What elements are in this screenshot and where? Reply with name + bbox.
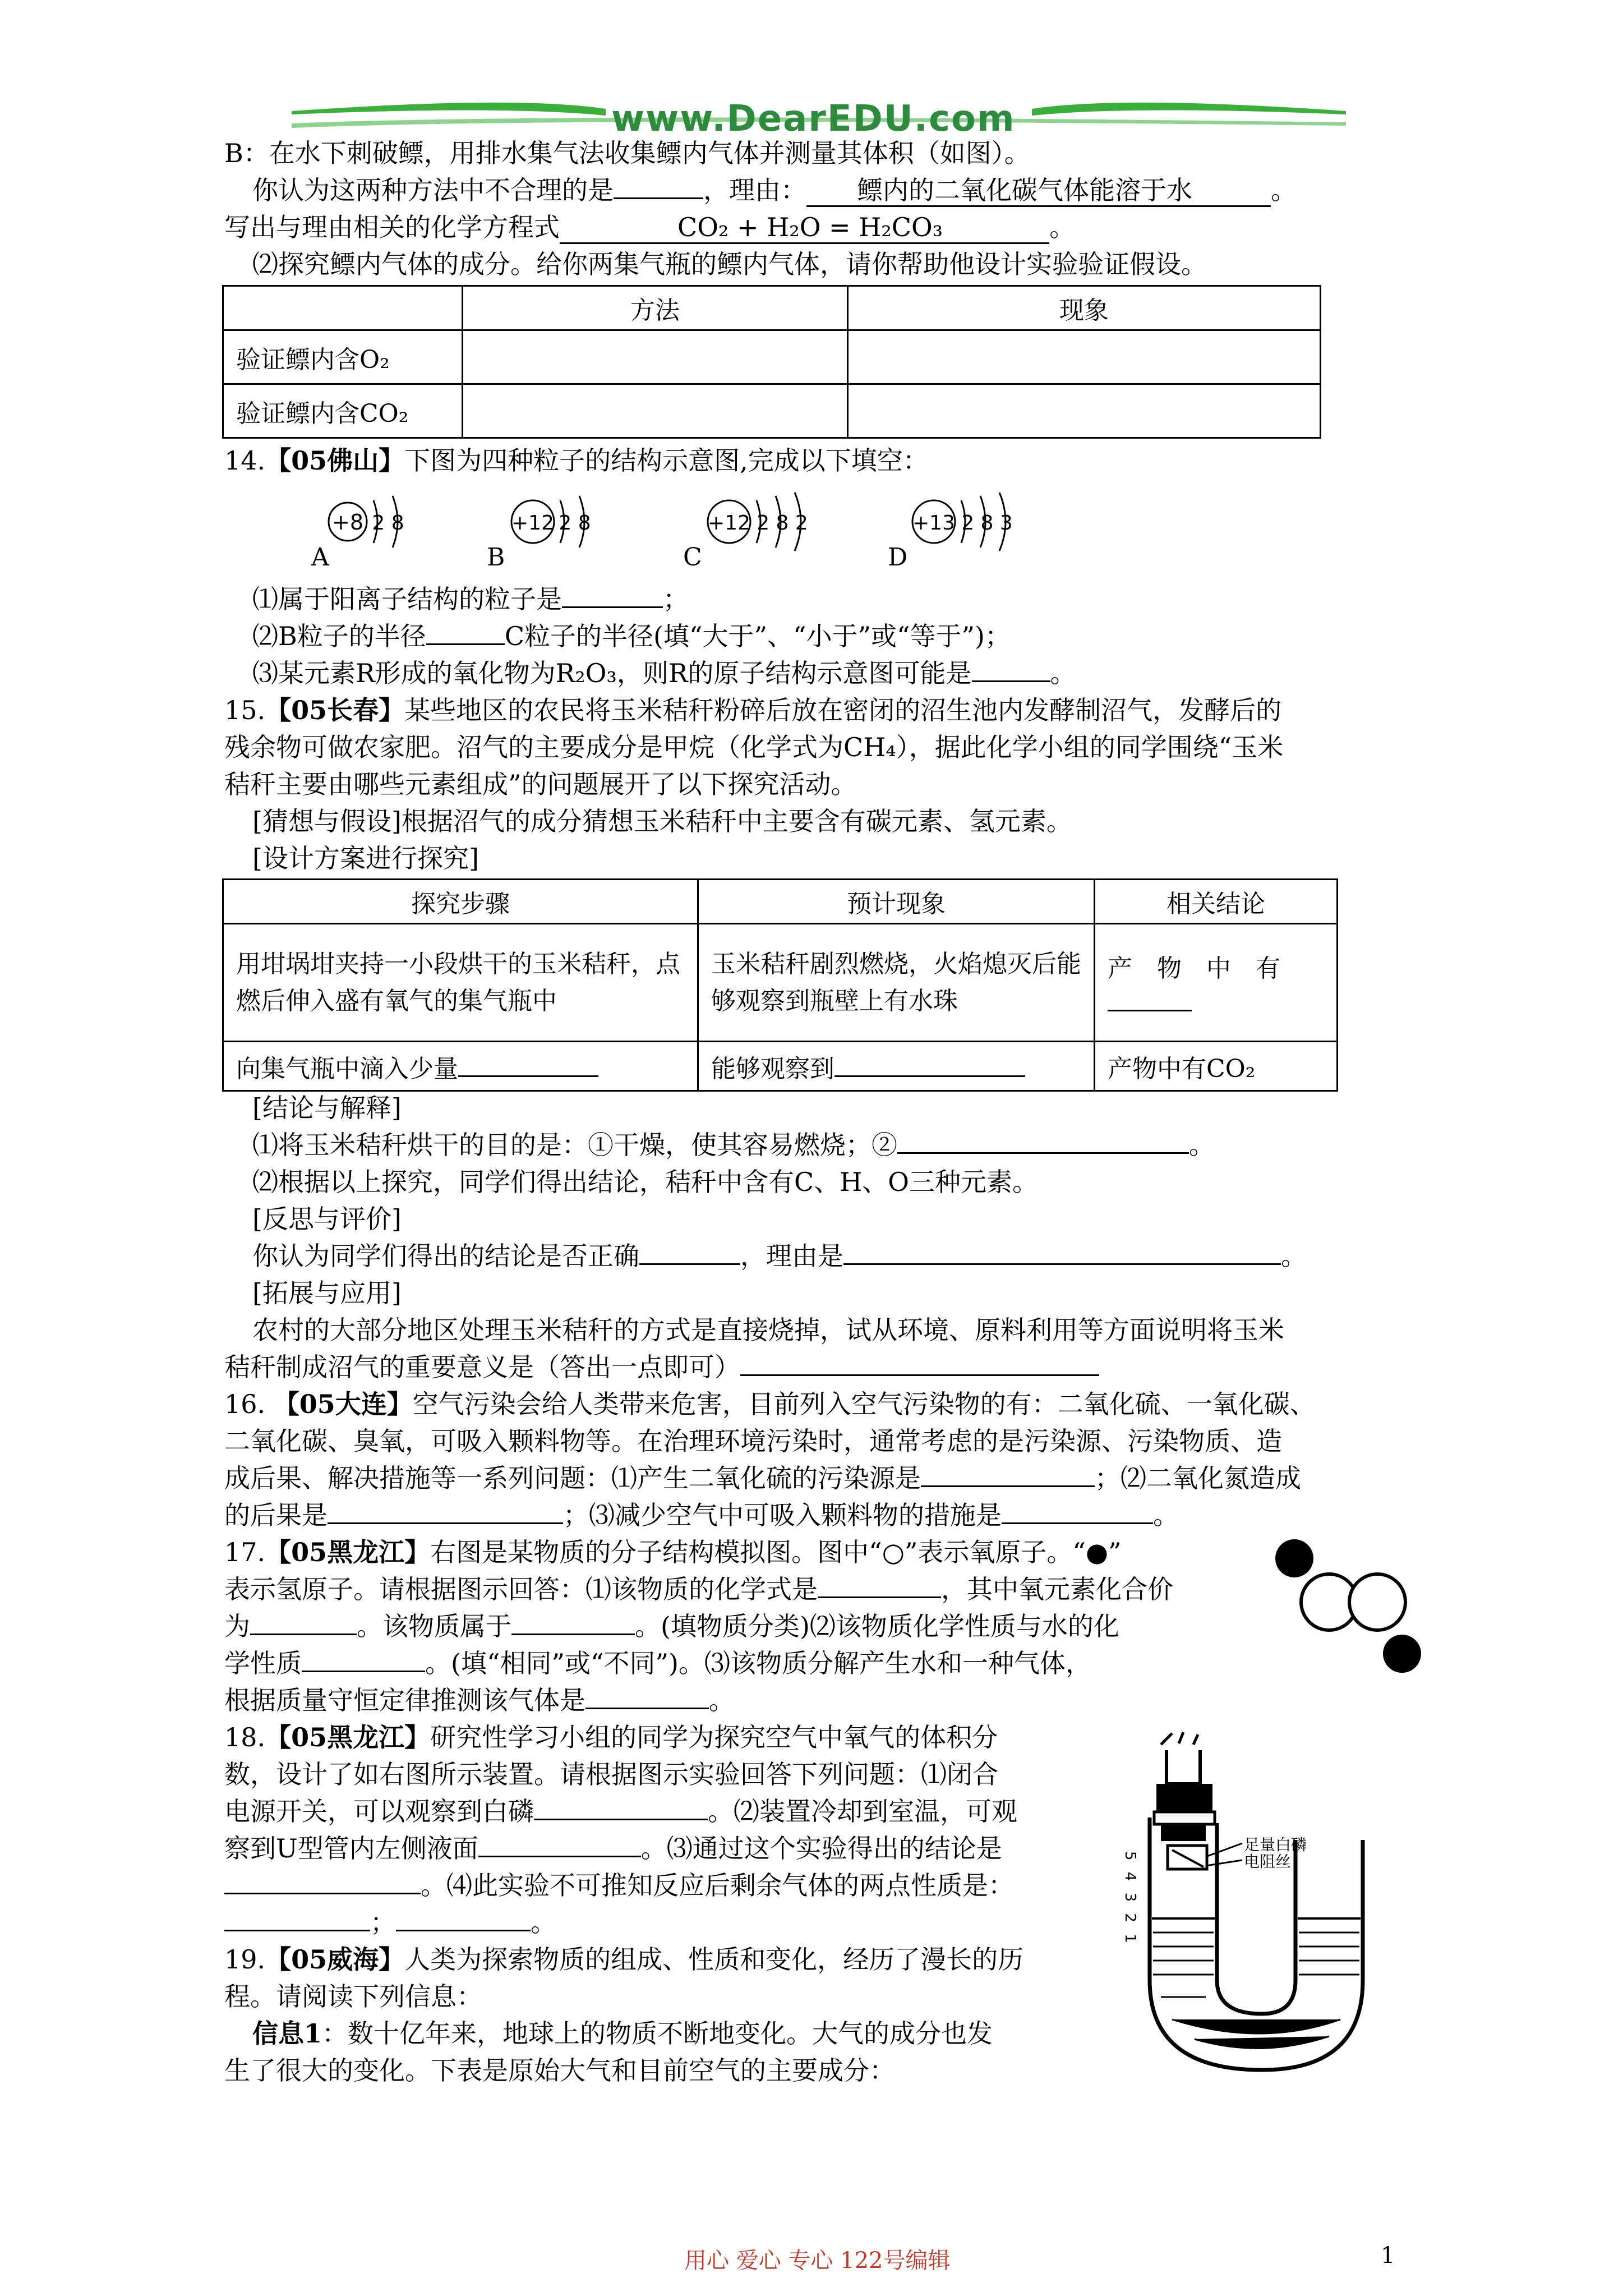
atom-label-b: B	[487, 543, 505, 572]
q15-line-2: 残余物可做农家肥。沼气的主要成分是甲烷（化学式为CH₄），据此化学小组的同学围绕“玉米	[224, 732, 1284, 762]
verify-table	[222, 285, 1321, 439]
explore-table-header-steps: 探究步骤	[223, 880, 698, 924]
explore-table-header-phenomenon: 预计现象	[698, 880, 1095, 924]
q15-line-3: 秸秆主要由哪些元素组成”的问题展开了以下探究活动。	[224, 769, 857, 799]
q16-line-2: 二氧化碳、臭氧，可吸入颗料物等。在治理环境污染时，通常考虑的是污染源、污染物质、造	[224, 1426, 1282, 1456]
intro-line-4: ⑵探究鳔内气体的成分。给你两集气瓶的鳔内气体，请你帮助他设计实验验证假设。	[252, 249, 1207, 279]
q17-line-2: 表示氢原子。请根据图示回答：⑴该物质的化学式是 ，其中氧元素化合价	[224, 1571, 1173, 1608]
q18-line-4: 察到U型管内左侧液面 。⑶通过这个实验得出的结论是	[224, 1830, 1002, 1867]
intro-line-2: 你认为这两种方法中不合理的是 ，理由： 鳔内的二氧化碳气体能溶于水 。	[252, 172, 1297, 209]
atom-label-c: C	[683, 543, 702, 572]
atom-diagram-d	[903, 488, 1032, 555]
explore-table-conclusion-2: 产物中有CO₂	[1095, 1042, 1338, 1091]
q19-line-4: 生了很大的变化。下表是原始大气和目前空气的主要成分：	[224, 2055, 895, 2086]
atom-c-nucleus: +12	[708, 512, 750, 535]
q14-part-1: ⑴属于阳离子结构的粒子是 ；	[252, 581, 689, 618]
explore-table-conclusion-1: 产 物 中 有	[1095, 924, 1338, 1042]
q14-part-2: ⑵B粒子的半径 C粒子的半径(填“大于”、“小于”或“等于”)；	[252, 618, 1011, 655]
u-tube-label-wire: 电阻丝	[1244, 1852, 1292, 1871]
atom-a-nucleus: +8	[331, 510, 364, 535]
atom-diagram-a	[320, 488, 432, 555]
verify-table-header-phenomenon: 现象	[848, 286, 1321, 330]
explore-table-step-1: 用坩埚坩夹持一小段烘干的玉米秸秆，点燃后伸入盛有氧气的集气瓶中	[223, 924, 698, 1042]
q15-line-1: 15.【05长春】某些地区的农民将玉米秸秆粉碎后放在密闭的沼生池内发酵制沼气，发酵后的	[224, 695, 1282, 725]
q15-extension-1: 农村的大部分地区处理玉米秸秆的方式是直接烧掉，试从环境、原料利用等方面说明将玉米	[252, 1315, 1284, 1345]
q15-hypothesis: [猜想与假设]根据沼气的成分猜想玉米秸秆中主要含有碳元素、氢元素。	[252, 806, 1072, 836]
q15-extension-2: 秸秆制成沼气的重要意义是（答出一点即可）	[224, 1349, 1099, 1386]
explore-table	[222, 878, 1338, 1092]
q15-conclusion-heading: [结论与解释]	[252, 1093, 402, 1123]
answer-reason: 鳔内的二氧化碳气体能溶于水	[806, 175, 1271, 207]
q15-extension-heading: [拓展与应用]	[252, 1278, 402, 1308]
u-tube-scale-marks: 5 4 3 2 1	[1122, 1851, 1138, 1947]
q19-line-2: 程。请阅读下列信息：	[224, 1981, 482, 2012]
q16-line-4: 的后果是 ；⑶减少空气中可吸入颗料物的措施是 。	[224, 1497, 1179, 1534]
atom-diagram-b	[502, 488, 614, 555]
atom-a-shells: 2 8	[372, 512, 404, 535]
explore-table-header-conclusion: 相关结论	[1095, 880, 1338, 924]
q17-line-4: 学性质 。(填“相同”或“不同”)。⑶该物质分解产生水和一种气体，	[224, 1645, 1091, 1682]
explore-table-phenomenon-2: 能够观察到	[698, 1042, 1095, 1091]
atom-d-shells: 2 8 3	[961, 512, 1013, 535]
q18-line-2: 数，设计了如右图所示装置。请根据图示实验回答下列问题：⑴闭合	[224, 1759, 998, 1789]
verify-table-cell	[463, 384, 848, 438]
q15-reflection-heading: [反思与评价]	[252, 1204, 402, 1234]
molecule-figure	[1267, 1537, 1436, 1677]
q18-line-5: 。⑷此实验不可推知反应后剩余气体的两点性质是：	[224, 1867, 1014, 1904]
verify-table-row-co2: 验证鳔内含CO₂	[223, 384, 463, 438]
q15-design-heading: [设计方案进行探究]	[252, 843, 479, 873]
verify-table-cell	[848, 384, 1321, 438]
answer-equation: CO₂ + H₂O = H₂CO₃	[560, 212, 1049, 244]
u-tube-label-phosphorus: 足量白磷	[1244, 1835, 1307, 1854]
q14-stem: 14.【05佛山】下图为四种粒子的结构示意图,完成以下填空：	[224, 445, 929, 476]
atom-label-a: A	[311, 543, 329, 572]
q19-line-1: 19.【05威海】人类为探索物质的组成、性质和变化，经历了漫长的历	[224, 1944, 1024, 1975]
verify-table-cell	[463, 330, 848, 384]
intro-line-3: 写出与理由相关的化学方程式 CO₂ + H₂O = H₂CO₃ 。	[224, 209, 1075, 246]
atom-b-nucleus: +12	[511, 512, 554, 535]
q15-conclusion-1: ⑴将玉米秸秆烘干的目的是：①干燥，使其容易燃烧；② 。	[252, 1126, 1215, 1163]
verify-table-row-o2: 验证鳔内含O₂	[223, 330, 463, 384]
q14-part-3: ⑶某元素R形成的氧化物为R₂O₃，则R的原子结构示意图可能是 。	[252, 655, 1076, 692]
q19-line-3: 信息1：数十亿年来，地球上的物质不断地变化。大气的成分也发	[252, 2018, 993, 2049]
atom-c-shells: 2 8 2	[757, 512, 808, 535]
footer-text: 用心 爱心 专心 122号编辑	[684, 2248, 951, 2274]
u-tube-apparatus-figure	[1122, 1733, 1391, 2081]
verify-table-header-blank	[223, 286, 463, 330]
page-number: 1	[1381, 2243, 1395, 2269]
atom-diagram-c	[698, 488, 827, 555]
atom-label-d: D	[888, 543, 908, 572]
verify-table-cell	[848, 330, 1321, 384]
explore-table-step-2: 向集气瓶中滴入少量	[223, 1042, 698, 1091]
q18-line-1: 18.【05黑龙江】研究性学习小组的同学为探究空气中氧气的体积分	[224, 1722, 998, 1752]
q18-line-6: ； 。	[224, 1904, 556, 1941]
intro-line-1: B：在水下刺破鳔，用排水集气法收集鳔内气体并测量其体积（如图）。	[224, 138, 1030, 168]
verify-table-header-method: 方法	[463, 286, 848, 330]
q17-line-3: 为 。该物质属于 。(填物质分类)⑵该物质化学性质与水的化	[224, 1608, 1119, 1645]
header-site-name: www.DearEDU.com	[611, 98, 1016, 140]
q17-line-5: 根据质量守恒定律推测该气体是 。	[224, 1682, 735, 1719]
atom-d-nucleus: +13	[912, 512, 955, 535]
q16-line-3: 成后果、解决措施等一系列问题：⑴产生二氧化硫的污染源是 ；⑵二氧化氮造成	[224, 1460, 1301, 1497]
explore-table-phenomenon-1: 玉米秸秆剧烈燃烧，火焰熄灭后能够观察到瓶壁上有水珠	[698, 924, 1095, 1042]
q18-line-3: 电源开关，可以观察到白磷 。⑵装置冷却到室温，可观	[224, 1793, 1017, 1830]
q15-reflection: 你认为同学们得出的结论是否正确 ，理由是 。	[252, 1237, 1307, 1274]
atom-b-shells: 2 8	[559, 512, 591, 535]
q17-line-1: 17.【05黑龙江】右图是某物质的分子结构模拟图。图中“○”表示氧原子。“●”	[224, 1537, 1122, 1567]
q15-conclusion-2: ⑵根据以上探究，同学们得出结论，秸秆中含有C、H、O三种元素。	[252, 1167, 1039, 1197]
q16-line-1: 16. 【05大连】空气污染会给人类带来危害，目前列入空气污染物的有：二氧化硫、一氧化碳、	[224, 1389, 1316, 1419]
